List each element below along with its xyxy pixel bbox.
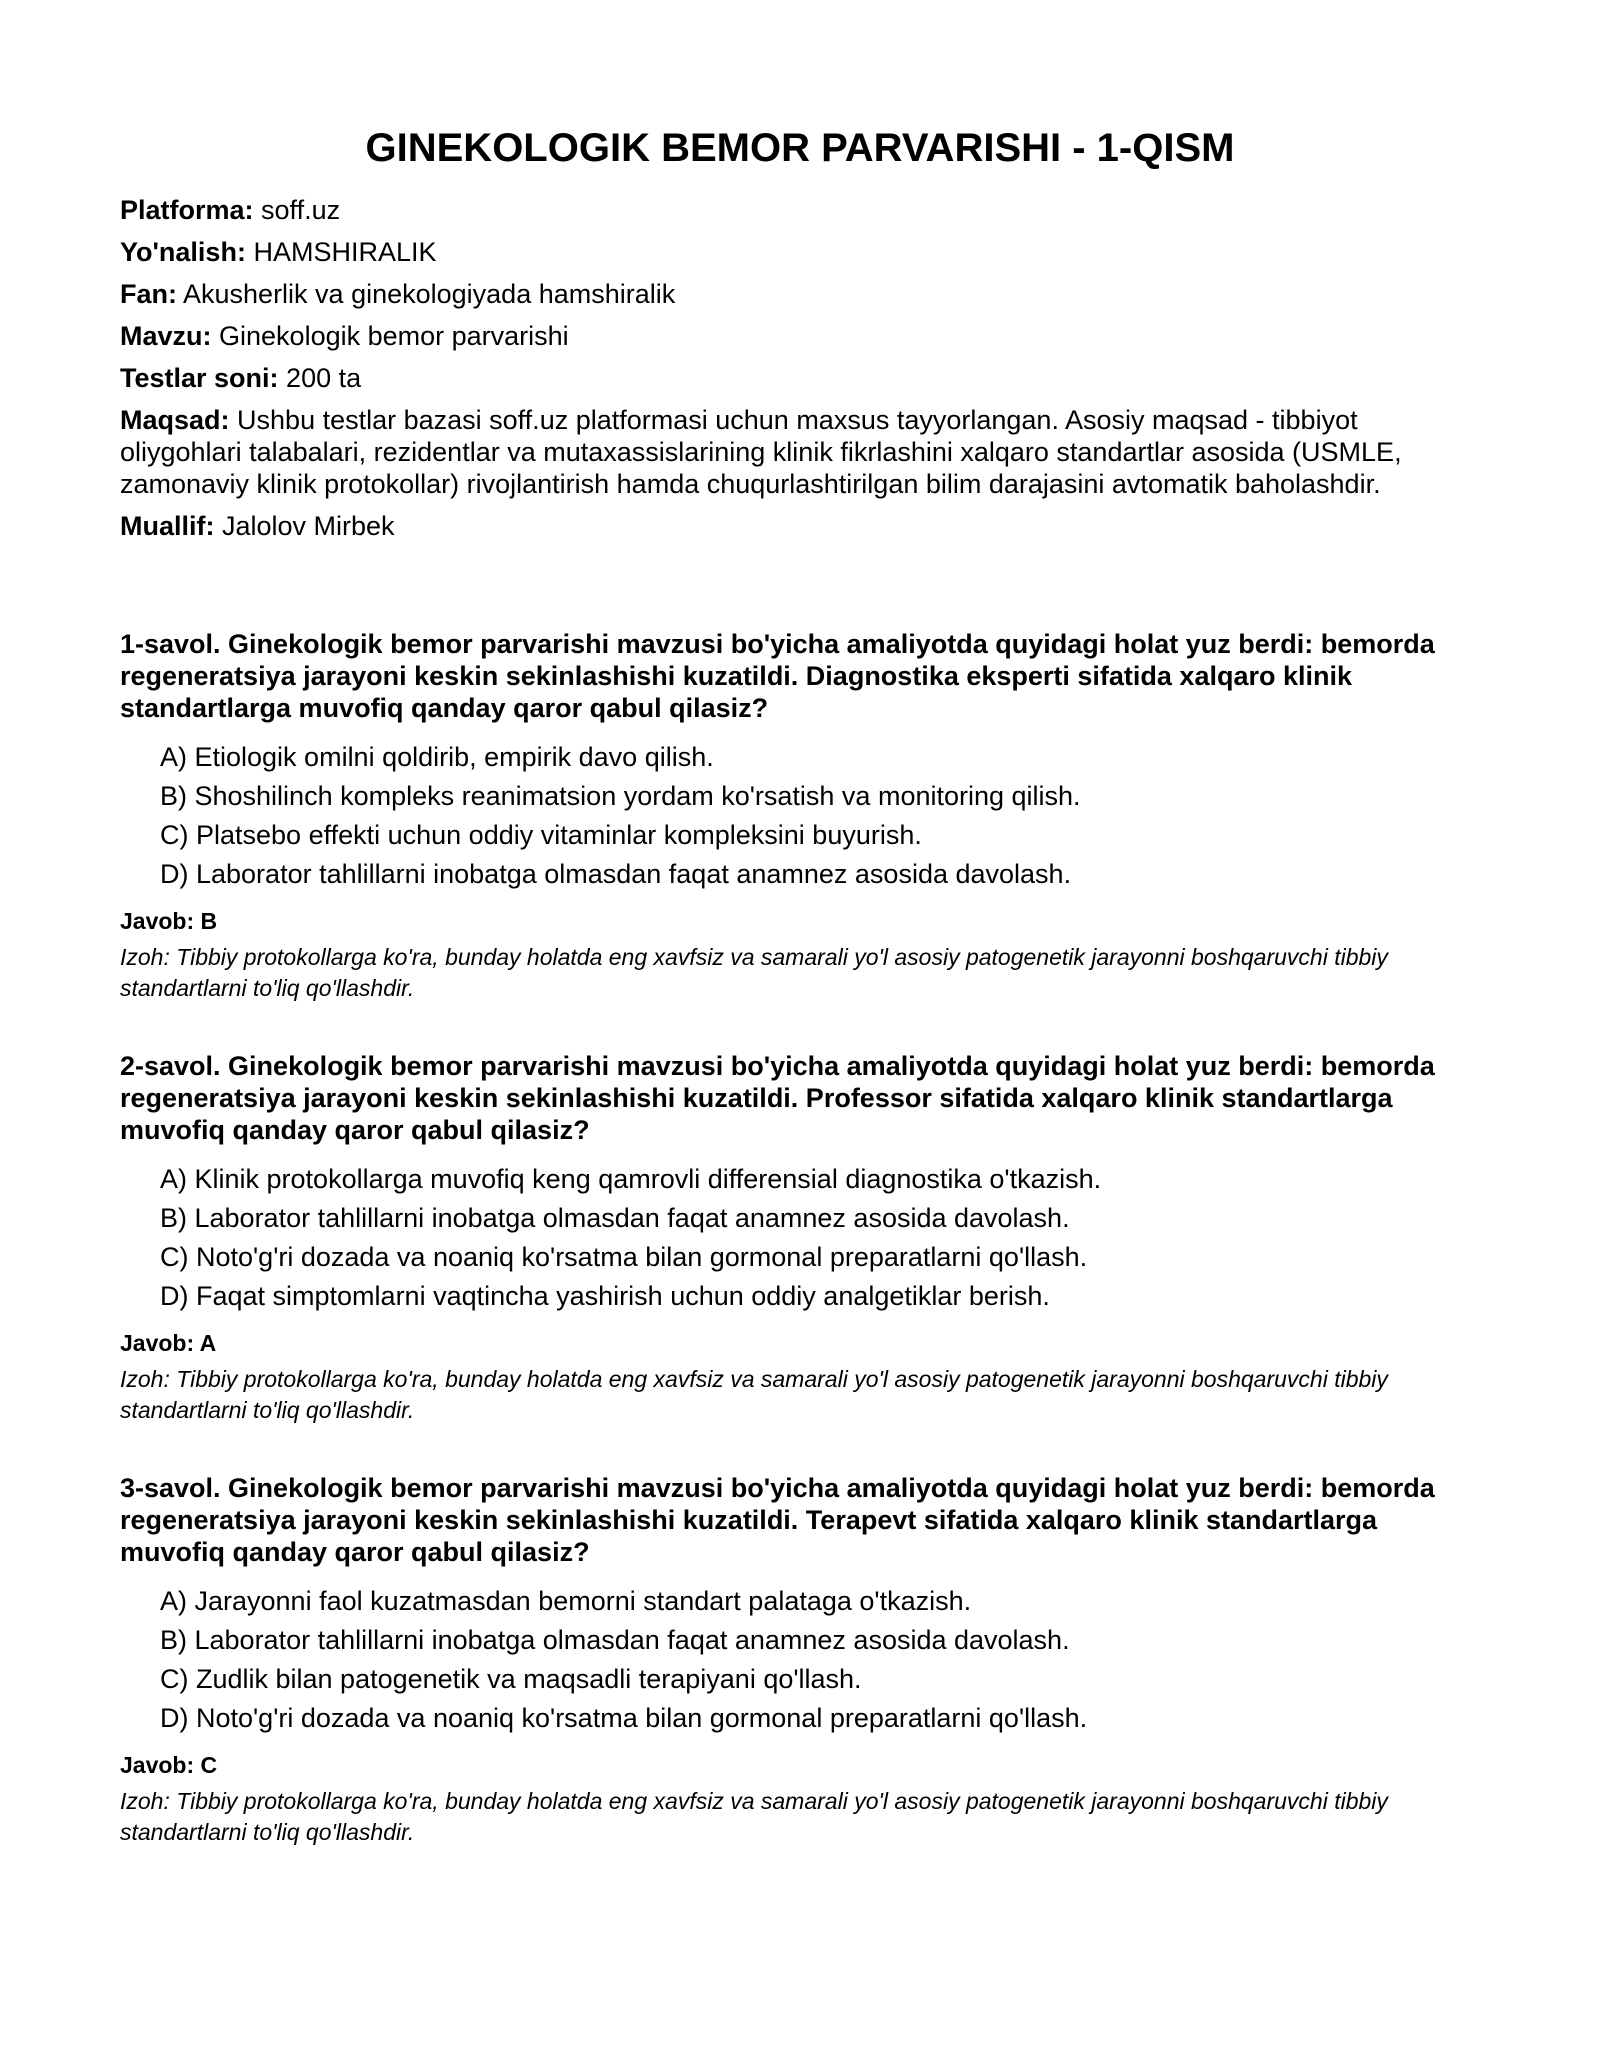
answer-label: Javob: A: [120, 1330, 217, 1356]
meta-value: soff.uz: [253, 195, 341, 225]
answer-label: Javob: B: [120, 908, 218, 934]
explanation-text: Izoh: Tibbiy protokollarga ko'ra, bunday holatda eng xavfsiz va samarali yo'l asosiy patogenetik jarayonni boshqaruvchi tibbiy standartlarni to'liq qo'llashdir.: [120, 1788, 1388, 1845]
meta-value: Jalolov Mirbek: [214, 511, 395, 541]
question-1: [120, 628, 1480, 1004]
meta-value: Akusherlik va ginekologiyada hamshiralik: [177, 279, 676, 309]
option-a: A) Klinik protokollarga muvofiq keng qamrovli differensial diagnostika o'tkazish.: [160, 1164, 1102, 1194]
option-b: B) Shoshilinch kompleks reanimatsion yordam ko'rsatish va monitoring qilish.: [160, 781, 1081, 811]
question-text: 1-savol. Ginekologik bemor parvarishi mavzusi bo'yicha amaliyotda quyidagi holat yuz berdi: bemorda regeneratsiya jarayoni keskin sekinlashishi kuzatildi. Diagnostika eksperti sifatida xalqaro klinik standartlarga muvofiq qanday qaror qabul qilasiz?: [120, 629, 1435, 723]
meta-test-count: [120, 362, 1480, 394]
meta-label: Platforma:: [120, 195, 254, 225]
document-title: GINEKOLOGIK BEMOR PARVARISHI - 1-QISM: [365, 126, 1235, 170]
meta-value: Ushbu testlar bazasi soff.uz platformasi uchun maxsus tayyorlangan. Asosiy maqsad - tibbiyot oliygohlari talabalari, rezidentlar va mutaxassislarining klinik fikrlashini xalqaro standartlar asosida (USMLE, zamonaviy klinik protokollar) rivojlantirish hamda chuqurlashtirilgan bilim darajasini avtomatik baholashdir.: [120, 405, 1402, 499]
option-a: A) Etiologik omilni qoldirib, empirik davo qilish.: [160, 742, 714, 772]
question-text: 3-savol. Ginekologik bemor parvarishi mavzusi bo'yicha amaliyotda quyidagi holat yuz berdi: bemorda regeneratsiya jarayoni keskin sekinlashishi kuzatildi. Terapevt sifatida xalqaro klinik standartlarga muvofiq qanday qaror qabul qilasiz?: [120, 1473, 1435, 1567]
question-text: 2-savol. Ginekologik bemor parvarishi mavzusi bo'yicha amaliyotda quyidagi holat yuz berdi: bemorda regeneratsiya jarayoni keskin sekinlashishi kuzatildi. Professor sifatida xalqaro klinik standartlarga muvofiq qanday qaror qabul qilasiz?: [120, 1051, 1435, 1145]
explanation-text: Izoh: Tibbiy protokollarga ko'ra, bunday holatda eng xavfsiz va samarali yo'l asosiy patogenetik jarayonni boshqaruvchi tibbiy standartlarni to'liq qo'llashdir.: [120, 1366, 1388, 1423]
option-d: D) Faqat simptomlarni vaqtincha yashirish uchun oddiy analgetiklar berish.: [160, 1281, 1050, 1311]
meta-label: Muallif:: [120, 511, 215, 541]
option-a: A) Jarayonni faol kuzatmasdan bemorni standart palataga o'tkazish.: [160, 1586, 972, 1616]
meta-author: [120, 510, 1480, 542]
meta-purpose: [120, 404, 1480, 500]
option-list: [120, 1160, 1480, 1316]
option-list: [120, 1582, 1480, 1738]
meta-label: Fan:: [120, 279, 177, 309]
option-d: D) Noto'g'ri dozada va noaniq ko'rsatma bilan gormonal preparatlarni qo'llash.: [160, 1703, 1088, 1733]
option-c: C) Noto'g'ri dozada va noaniq ko'rsatma bilan gormonal preparatlarni qo'llash.: [160, 1242, 1088, 1272]
option-c: C) Platsebo effekti uchun oddiy vitaminlar kompleksini buyurish.: [160, 820, 922, 850]
document-meta: [120, 194, 1480, 542]
option-list: [120, 738, 1480, 894]
option-b: B) Laborator tahlillarni inobatga olmasdan faqat anamnez asosida davolash.: [160, 1203, 1070, 1233]
meta-label: Maqsad:: [120, 405, 230, 435]
meta-value: 200 ta: [278, 363, 362, 393]
meta-label: Mavzu:: [120, 321, 212, 351]
question-2: [120, 1050, 1480, 1426]
question-3: [120, 1472, 1480, 1848]
option-b: B) Laborator tahlillarni inobatga olmasdan faqat anamnez asosida davolash.: [160, 1625, 1070, 1655]
question-list: [120, 628, 1480, 1848]
meta-label: Yo'nalish:: [120, 237, 246, 267]
explanation-text: Izoh: Tibbiy protokollarga ko'ra, bunday holatda eng xavfsiz va samarali yo'l asosiy patogenetik jarayonni boshqaruvchi tibbiy standartlarni to'liq qo'llashdir.: [120, 944, 1388, 1001]
option-c: C) Zudlik bilan patogenetik va maqsadli terapiyani qo'llash.: [160, 1664, 862, 1694]
answer-label: Javob: C: [120, 1752, 218, 1778]
meta-subject: [120, 278, 1480, 310]
option-d: D) Laborator tahlillarni inobatga olmasdan faqat anamnez asosida davolash.: [160, 859, 1072, 889]
meta-platform: [120, 194, 1480, 226]
meta-value: HAMSHIRALIK: [245, 237, 437, 267]
meta-value: Ginekologik bemor parvarishi: [211, 321, 569, 351]
meta-label: Testlar soni:: [120, 363, 279, 393]
meta-topic: [120, 320, 1480, 352]
meta-direction: [120, 236, 1480, 268]
